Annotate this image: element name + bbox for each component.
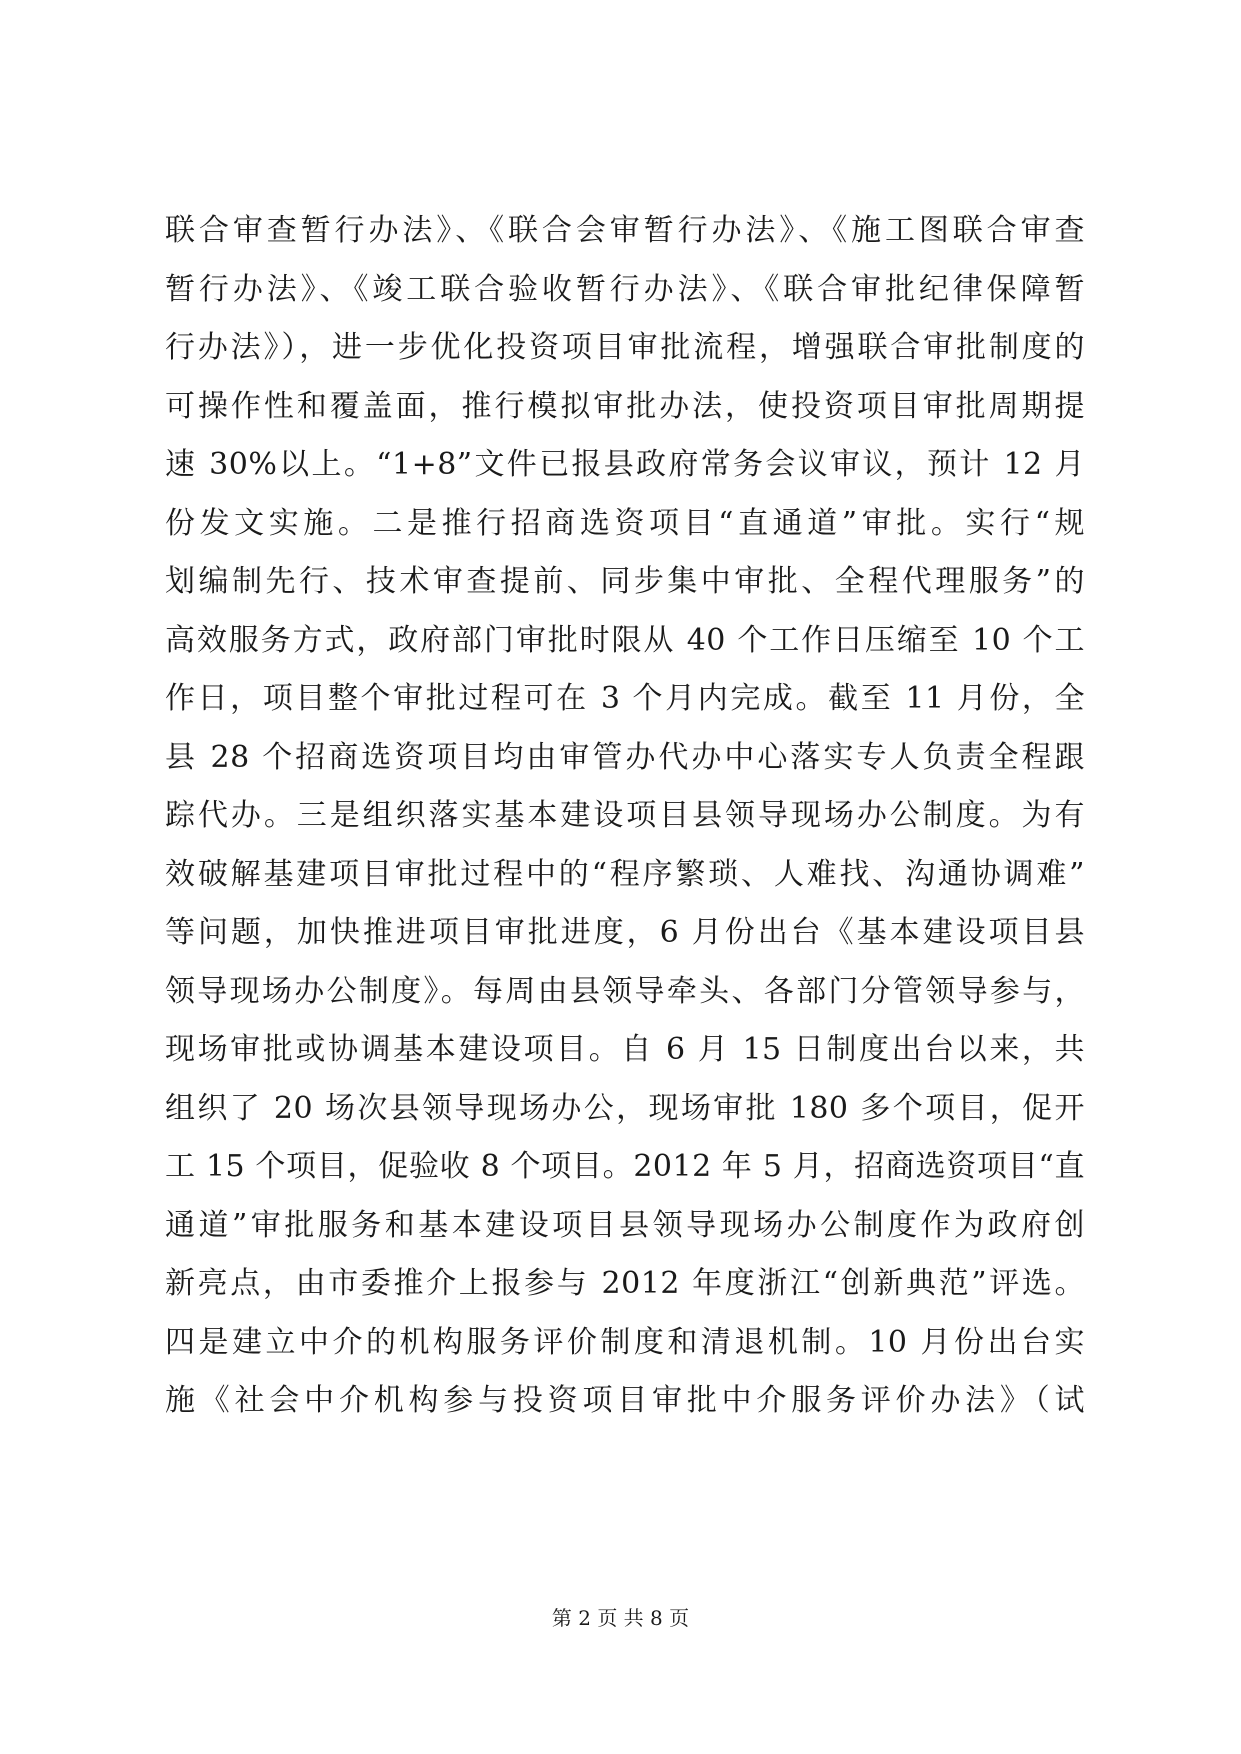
text-line: 现场审批或协调基本建设项目。自 6 月 15 日制度出台以来，共 [165,1032,1085,1067]
text-line: 作日，项目整个审批过程可在 3 个月内完成。截至 11 月份，全 [165,681,1085,716]
text-line: 联合审查暂行办法》、《联合会审暂行办法》、《施工图联合审查 [165,213,1085,248]
body-text [165,202,1085,1431]
text-line: 暂行办法》、《竣工联合验收暂行办法》、《联合审批纪律保障暂 [165,271,1085,307]
text-line: 速 30%以上。“1+8”文件已报县政府常务会议审议，预计 12 月 [165,447,1085,482]
text-line: 县 28 个招商选资项目均由审管办代办中心落实专人负责全程跟 [165,739,1085,775]
text-line: 组织了 20 场次县领导现场办公，现场审批 180 多个项目，促开 [165,1090,1085,1126]
text-line: 效破解基建项目审批过程中的“程序繁琐、人难找、沟通协调难” [165,856,1085,892]
text-line: 行办法》），进一步优化投资项目审批流程，增强联合审批制度的 [165,330,1085,365]
text-line: 四是建立中介的机构服务评价制度和清退机制。10 月份出台实 [165,1324,1085,1360]
text-line: 领导现场办公制度》。每周由县领导牵头、各部门分管领导参与， [165,973,1085,1009]
text-line: 等问题，加快推进项目审批进度，6 月份出台《基本建设项目县 [165,915,1085,950]
text-line: 施《社会中介机构参与投资项目审批中介服务评价办法》（试 [165,1383,1085,1418]
text-line: 可操作性和覆盖面，推行模拟审批办法，使投资项目审批周期提 [165,388,1085,424]
text-line: 划编制先行、技术审查提前、同步集中审批、全程代理服务”的 [165,564,1085,599]
text-line: 踪代办。三是组织落实基本建设项目县领导现场办公制度。为有 [165,798,1085,833]
text-line: 工 15 个项目，促验收 8 个项目。2012 年 5 月，招商选资项目“直 [165,1149,1085,1184]
text-line: 份发文实施。二是推行招商选资项目“直通道”审批。实行“规 [165,505,1085,541]
text-line: 高效服务方式，政府部门审批时限从 40 个工作日压缩至 10 个工 [165,622,1085,658]
text-line: 通道”审批服务和基本建设项目县领导现场办公制度作为政府创 [165,1207,1085,1243]
page-number-footer: 第 2 页 共 8 页 [551,1606,690,1630]
text-line: 新亮点，由市委推介上报参与 2012 年度浙江“创新典范”评选。 [165,1266,1085,1301]
